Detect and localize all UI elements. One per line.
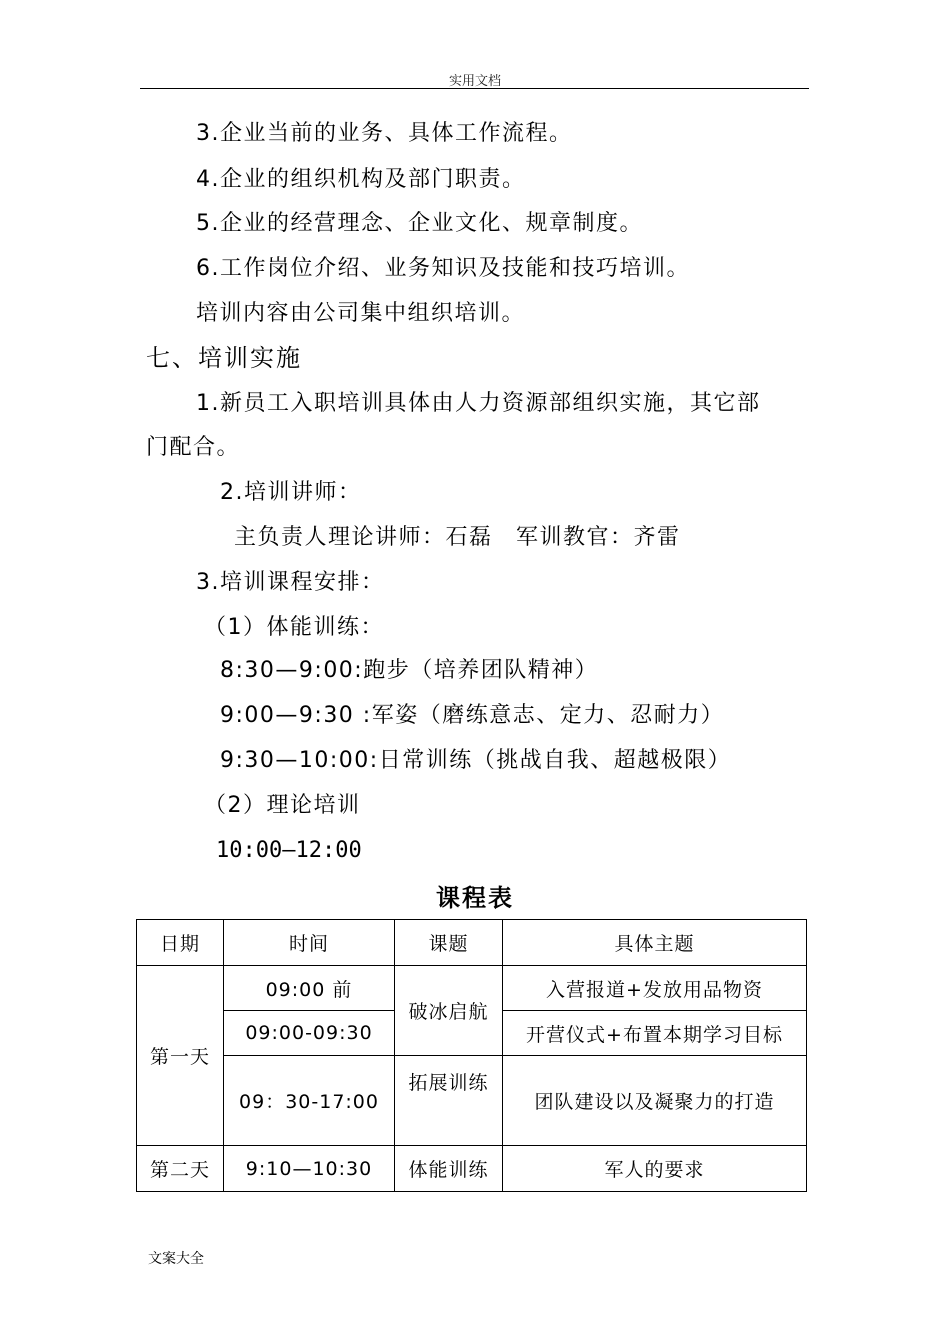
theme-cell: 军人的要求 (503, 1146, 807, 1192)
trainers-label: 2.培训讲师： (220, 480, 362, 505)
list-item-6: 6.工作岗位介绍、业务知识及技能和技巧培训。 (196, 256, 690, 281)
list-item-4: 4.企业的组织机构及部门职责。 (196, 167, 526, 192)
physical-training-label: （1）体能训练： (204, 615, 384, 640)
list-item-3: 3.企业当前的业务、具体工作流程。 (196, 121, 573, 146)
header-date: 日期 (137, 920, 224, 966)
theme-cell: 入营报道+发放用品物资 (503, 966, 807, 1011)
table-row (137, 966, 807, 1011)
theory-training-time: 10:00—12:00 (216, 838, 362, 863)
day-cell: 第一天 (137, 966, 224, 1146)
time-cell: 09:00-09:30 (224, 1011, 395, 1056)
time-cell: 9:10—10:30 (224, 1146, 395, 1192)
header-theme: 具体主题 (503, 920, 807, 966)
theme-cell: 团队建设以及凝聚力的打造 (503, 1056, 807, 1146)
table-title: 课程表 (436, 884, 514, 912)
header-topic: 课题 (395, 920, 503, 966)
page-header: 实用文档 (448, 74, 501, 89)
theme-cell: 开营仪式+布置本期学习目标 (503, 1011, 807, 1056)
schedule-item-3: 9:30—10:00:日常训练（挑战自我、超越极限） (220, 748, 732, 773)
topic-cell: 拓展训练 (395, 1056, 503, 1146)
list-item-5: 5.企业的经营理念、企业文化、规章制度。 (196, 211, 643, 236)
time-cell: 09：30-17:00 (224, 1056, 395, 1146)
header-rule (140, 88, 809, 89)
paragraph-implementation-cont: 门配合。 (146, 435, 241, 460)
table-header-row (137, 920, 807, 966)
time-cell: 09:00 前 (224, 966, 395, 1011)
schedule-item-2: 9:00—9:30 :军姿（磨练意志、定力、忍耐力） (220, 703, 725, 728)
schedule-item-1: 8:30—9:00:跑步（培养团队精神） (220, 658, 599, 683)
course-schedule-table (136, 919, 807, 1192)
topic-cell: 破冰启航 (395, 966, 503, 1056)
paragraph-implementation: 1.新员工入职培训具体由人力资源部组织实施，其它部 (196, 391, 761, 416)
day-cell: 第二天 (137, 1146, 224, 1192)
table-row (137, 1056, 807, 1146)
topic-cell: 体能训练 (395, 1146, 503, 1192)
table-row (137, 1146, 807, 1192)
schedule-label: 3.培训课程安排： (196, 570, 385, 595)
paragraph-training-content: 培训内容由公司集中组织培训。 (196, 301, 526, 326)
theory-training-label: （2）理论培训 (204, 793, 361, 818)
trainers-names: 主负责人理论讲师：石磊 军训教官：齐雷 (234, 525, 681, 550)
page-footer: 文案大全 (148, 1251, 204, 1267)
header-time: 时间 (224, 920, 395, 966)
section-heading: 七、培训实施 (146, 344, 302, 372)
